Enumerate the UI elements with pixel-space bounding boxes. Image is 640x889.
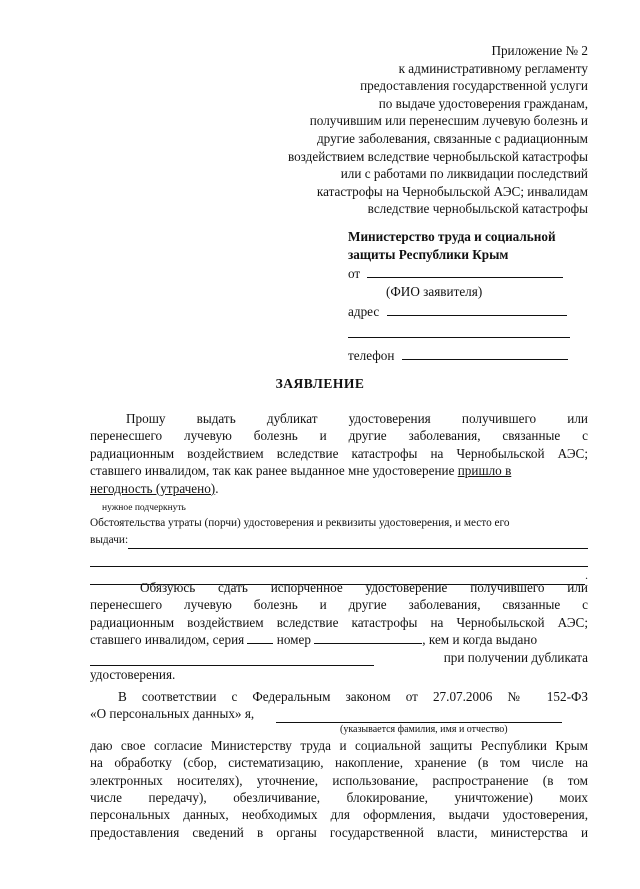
text-span: «О персональных данных» я, (90, 706, 255, 722)
appendix-line: вследствие чернобыльской катастрофы (367, 201, 588, 217)
ministry-name: Министерство труда и социальной (348, 229, 556, 244)
appendix-line: к административному регламенту (398, 60, 588, 76)
address-field[interactable] (387, 303, 567, 316)
from-label: от (348, 266, 361, 282)
address-field-line2[interactable] (348, 325, 570, 338)
text-line (90, 480, 588, 497)
appendix-line: воздействием вследствие чернобыльской катастрофы (287, 148, 588, 164)
fullname-hint: (указывается фамилия, имя и отчество) (340, 723, 508, 735)
appendix-line: катастрофы на Чернобыльской АЭС; инвалидам (316, 183, 588, 199)
text-line: электронных носителях), уточнение, использование, распространение (в том (90, 772, 588, 788)
text-line: персональных данных, необходимых для оформления, выдачи удостоверения, (90, 807, 588, 823)
text-line (90, 532, 588, 549)
circumstances-field-line2[interactable] (90, 549, 588, 567)
request-paragraph (90, 410, 588, 497)
circumstances-section (90, 515, 588, 585)
text-span: ставшего инвалидом, так как ранее выданное мне удостоверение (90, 463, 455, 479)
circumstances-field[interactable] (128, 535, 588, 549)
text-line: Обязуюсь сдать испорченное удостоверение получившего или (140, 580, 588, 595)
text-line: Прошу выдать дубликат удостоверения получившего или (126, 411, 588, 426)
appendix-line: получившим или перенесшим лучевую болезнь и (309, 113, 588, 129)
fullname-field[interactable] (276, 708, 562, 723)
phone-label: телефон (348, 347, 395, 363)
text-line: на обработку (сбор, систематизацию, накопление, хранение (в том числе на (90, 755, 588, 771)
fio-field[interactable] (367, 265, 563, 278)
text-line: радиационным воздействием вследствие катастрофы на Чернобыльской АЭС; (90, 614, 588, 630)
text-line: предоставления сведений в органы государственной власти, министерства и (90, 824, 588, 840)
text-line (90, 705, 588, 722)
addressee-block (348, 228, 588, 364)
text-line: радиационным воздействием вследствие катастрофы на Чернобыльской АЭС; (90, 445, 588, 461)
fio-hint: (ФИО заявителя) (386, 283, 483, 299)
underlined-option: пришло в (457, 463, 512, 479)
appendix-line: Приложение № 2 (491, 43, 588, 58)
pledge-paragraph (90, 579, 588, 683)
appendix-line: по выдаче удостоверения гражданам, (378, 95, 588, 111)
text-span: при получении дубликата (443, 649, 588, 665)
phone-field[interactable] (402, 347, 568, 360)
text-line: перенесшего лучевую болезнь и другие заболевания, связанные с (90, 428, 588, 444)
text-line (90, 631, 588, 648)
text-span: номер (276, 632, 311, 648)
appendix-line: другие заболевания, связанные с радиационным (316, 130, 588, 146)
appendix-header (228, 42, 588, 218)
text-line: В соответствии с Федеральным законом от 27.07.2006 № 152-ФЗ (118, 689, 588, 704)
text-span: . (215, 480, 219, 496)
text-line (90, 462, 588, 479)
underline-note: нужное подчеркнуть (102, 503, 186, 513)
text-line: даю свое согласие Министерству труда и социальной защиты Республики Крым (90, 737, 588, 753)
text-line: перенесшего лучевую болезнь и другие заболевания, связанные с (90, 597, 588, 613)
text-line: удостоверения. (90, 667, 176, 683)
text-line: Обстоятельства утраты (порчи) удостоверения и реквизиты удостоверения, и место его (90, 517, 510, 529)
text-span: выдачи: (90, 534, 129, 546)
appendix-line: предоставления государственной услуги (360, 78, 588, 94)
issuer-field[interactable] (90, 651, 374, 666)
appendix-line: или с работами по ликвидации последствий (340, 166, 588, 182)
series-field[interactable] (247, 631, 273, 644)
text-line: числе передачу), обезличивание, блокирование, уничтожение) моих (90, 790, 588, 806)
number-field[interactable] (314, 631, 422, 644)
consent-paragraph (90, 688, 588, 841)
text-line (90, 649, 588, 666)
document-title: ЗАЯВЛЕНИЕ (275, 376, 365, 391)
ministry-name: защиты Республики Крым (348, 246, 509, 262)
address-label: адрес (348, 304, 380, 320)
text-span: . (585, 570, 588, 582)
underlined-option: негодность (утрачено) (90, 480, 216, 496)
text-span: ставшего инвалидом, серия (90, 632, 245, 648)
text-span: , кем и когда выдано (422, 632, 538, 648)
